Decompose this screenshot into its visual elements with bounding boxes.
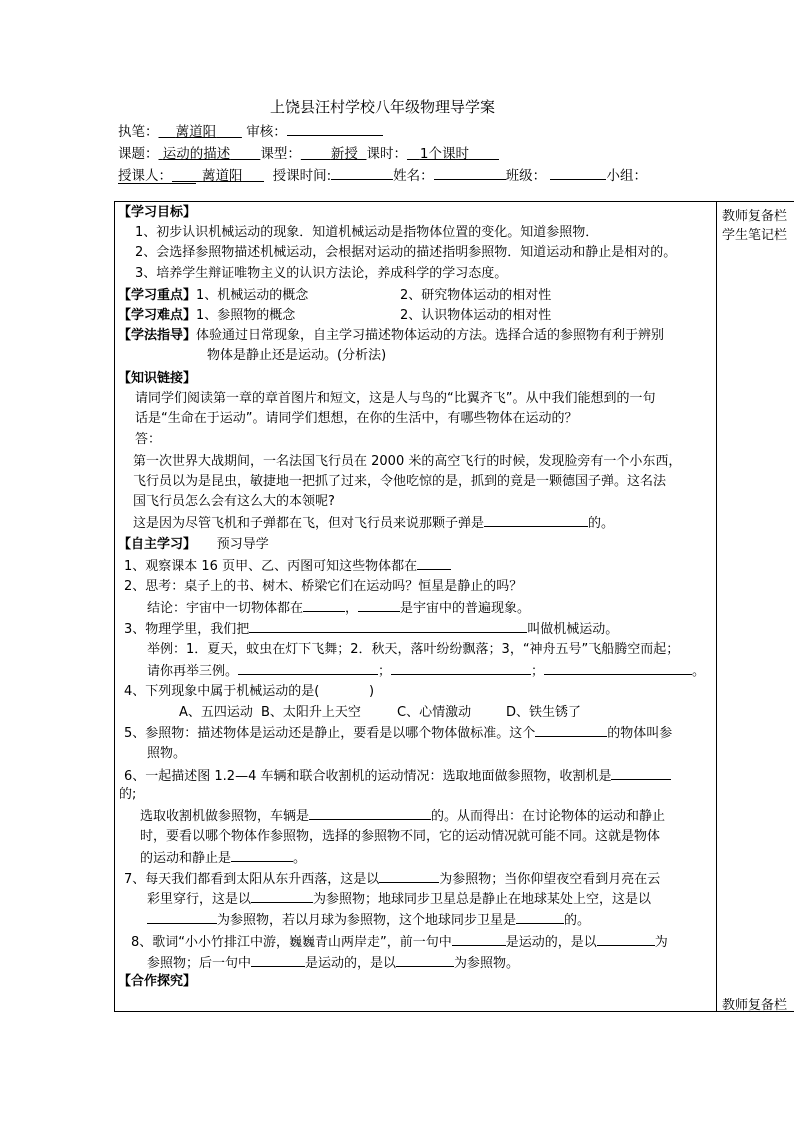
class-blank (550, 166, 606, 180)
q5-blank (535, 723, 607, 737)
question-2: 2、思考：桌子上的书、树木、桥梁它们在运动吗？恒星是静止的吗？ (124, 579, 523, 594)
q6-blank-a (611, 766, 671, 780)
key-point-a: 1、机械运动的概念 (196, 288, 309, 303)
question-2-conclusion: 结论：宇宙中一切物体都在 ， 是宇宙中的普遍现象。 (147, 598, 530, 619)
difficulty-b: 2、认识物体运动的相对性 (400, 308, 552, 323)
question-3-ask: 请你再举三例。 ； ； 。 (147, 661, 705, 682)
student-notes-column-label: 学生笔记栏 (722, 228, 788, 243)
q8-blank-d (396, 953, 454, 967)
name-label: 姓名： (393, 168, 434, 184)
topic-value: 运动的描述 (162, 146, 231, 162)
group-blank (118, 183, 196, 184)
class-label: 班级： (505, 168, 547, 184)
question-5-cont: 照物。 (147, 746, 187, 761)
link-heading: 【知识链接】 (118, 371, 197, 386)
page-title: 上饶县汪村学校八年级物理导学案 (270, 98, 496, 116)
question-6: 6、一起描述图 1.2—4 车辆和联合收割机的运动情况：选取地面做参照物，收割机是 (124, 766, 671, 787)
reviewer-blank (287, 122, 383, 136)
question-6-cont: 选取收割机做参照物，车辆是 的。从而得出：在讨论物体的运动和静止 (140, 806, 665, 827)
teacher-value: 蓠道阳 (202, 168, 243, 184)
question-3-examples: 举例：1．夏天，蚊虫在灯下飞舞；2．秋天，落叶纷纷飘落；3，“神舟五号”飞船腾空而起； (147, 642, 680, 657)
goal-item: 2、会选择参照物描述机械运动，会根据对运动的描述指明参照物．知道运动和静止是相对的。 (135, 245, 677, 260)
answer-label: 答： (135, 432, 162, 447)
q4-option-a: A、五四运动 (179, 705, 253, 720)
difficulties-row (118, 306, 295, 326)
name-blank (434, 166, 506, 180)
q7-blank-a (379, 869, 439, 883)
reviewer-label: 审核： (246, 124, 287, 140)
column-divider (716, 201, 717, 1012)
difficulties-heading: 【学习难点】 (118, 308, 197, 323)
q8-blank-a (452, 932, 506, 946)
q3-example-blank (391, 661, 531, 675)
q8-blank-b (597, 932, 655, 946)
question-7: 7、每天我们都看到太阳从东升西落，这是以 为参照物；当你仰望夜空看到月亮在云 (124, 869, 660, 890)
self-study-row (118, 535, 269, 555)
method-text-cont: 物体是静止还是运动。(分析法) (207, 348, 387, 363)
link-paragraph: 话是“生命在于运动”。请同学们想想，在你的生活中，有哪些物体在运动的？ (135, 411, 578, 426)
topic-label: 课题： (118, 146, 159, 162)
q2-blank-b (358, 598, 400, 612)
method-heading: 【学法指导】 (118, 328, 197, 343)
q4-option-c: C、心情激动 (397, 705, 472, 720)
question-1: 1、观察课本 16 页甲、乙、丙图可知这些物体都在 (124, 556, 451, 577)
key-point-b: 2、研究物体运动的相对性 (400, 288, 552, 303)
teacher-review-column-label: 教师复备栏 (722, 209, 788, 224)
group-label: 小组： (606, 168, 647, 184)
author-label: 执笔： (118, 124, 159, 140)
question-6-end: 的; (119, 787, 137, 802)
q3-example-blank (544, 661, 692, 675)
story-paragraph: 飞行员以为是昆虫，敏捷地一把抓了过来，令他吃惊的是，抓到的竟是一颗德国子弹。这名法 (133, 474, 667, 489)
q7-blank-c (147, 910, 217, 924)
question-7-cont: 为参照物，若以月球为参照物，这个地球同步卫星是 的。 (147, 910, 590, 931)
goal-item: 1、初步认识机械运动的现象．知道机械运动是指物体位置的变化。知道参照物． (135, 225, 599, 240)
question-4: 4、下列现象中属于机械运动的是( ) (124, 684, 375, 699)
answer-blank (484, 513, 588, 527)
question-7-cont: 彩里穿行，这是以 为参照物；地球同步卫星总是静止在地球某处上空，这是以 (147, 889, 651, 910)
cooperate-heading: 【合作探究】 (118, 974, 197, 989)
story-paragraph: 国飞行员怎么会有这么大的本领呢? (133, 494, 335, 509)
q3-blank (249, 619, 527, 633)
story-question: 这是因为尽管飞机和子弹都在飞，但对飞行员来说那颗子弹是 的。 (133, 513, 614, 534)
q3-example-blank (238, 661, 378, 675)
time-blank (331, 166, 393, 180)
q7-blank-d (516, 910, 564, 924)
link-paragraph: 请同学们阅读第一章的章首图片和短文，这是人与鸟的“比翼齐飞”。从中我们能想到的一句 (135, 391, 656, 406)
time-label: 授课时间: (272, 168, 332, 184)
question-8-cont: 参照物；后一句中 是运动的，是以 为参照物。 (147, 953, 519, 974)
hours-value: 1个课时 (419, 146, 469, 162)
q8-blank-c (251, 953, 305, 967)
self-study-sub: 预习导学 (216, 537, 269, 552)
type-label: 课型： (260, 146, 301, 162)
header-row-2 (118, 142, 499, 162)
question-5: 5、参照物：描述物体是运动还是静止，要看是以哪个物体做标准。这个 的物体叫参 (124, 723, 672, 744)
question-6-cont: 时，要看以哪个物体作参照物，选择的参照物不同，它的运动情况就可能不同。这就是物体 (140, 829, 661, 844)
teacher-label: 授课人： (118, 168, 172, 184)
q4-option-d: D、铁生锈了 (506, 705, 582, 720)
q7-blank-b (251, 889, 313, 903)
hours-label: 课时： (366, 146, 407, 162)
question-6-cont: 的运动和静止是 。 (140, 848, 306, 869)
teacher-review-bottom-label: 教师复备栏 (722, 998, 788, 1013)
question-3: 3、物理学里，我们把 叫做机械运动。 (124, 619, 618, 640)
goals-heading: 【学习目标】 (118, 205, 197, 220)
goal-item: 3、培养学生辩证唯物主义的认识方法论，养成科学的学习态度。 (135, 266, 508, 281)
question-8: 8、歌词“小小竹排江中游，巍巍青山两岸走”，前一句中 是运动的，是以 为 (131, 932, 668, 953)
q1-blank (417, 556, 451, 570)
key-points-row (118, 286, 308, 306)
self-study-heading: 【自主学习】 (118, 537, 197, 552)
story-paragraph: 第一次世界大战期间，一名法国飞行员在 2000 米的高空飞行的时候，发现脸旁有一个小东西， (133, 454, 682, 469)
q2-blank-a (303, 598, 345, 612)
header-row-1 (118, 120, 383, 140)
method-text: 体验通过日常现象，自主学习描述物体运动的方法。选择合适的参照物有利于辨别 (196, 328, 665, 343)
q4-option-b: B、太阳升上天空 (261, 705, 361, 720)
key-points-heading: 【学习重点】 (118, 288, 197, 303)
type-value: 新授 (330, 146, 358, 162)
author-value: 蓠道阳 (175, 124, 217, 140)
method-row (118, 326, 664, 346)
q6-blank-c (231, 848, 293, 862)
header-row-3 (118, 164, 647, 184)
q6-blank-b (309, 806, 431, 820)
difficulty-a: 1、参照物的概念 (196, 308, 296, 323)
